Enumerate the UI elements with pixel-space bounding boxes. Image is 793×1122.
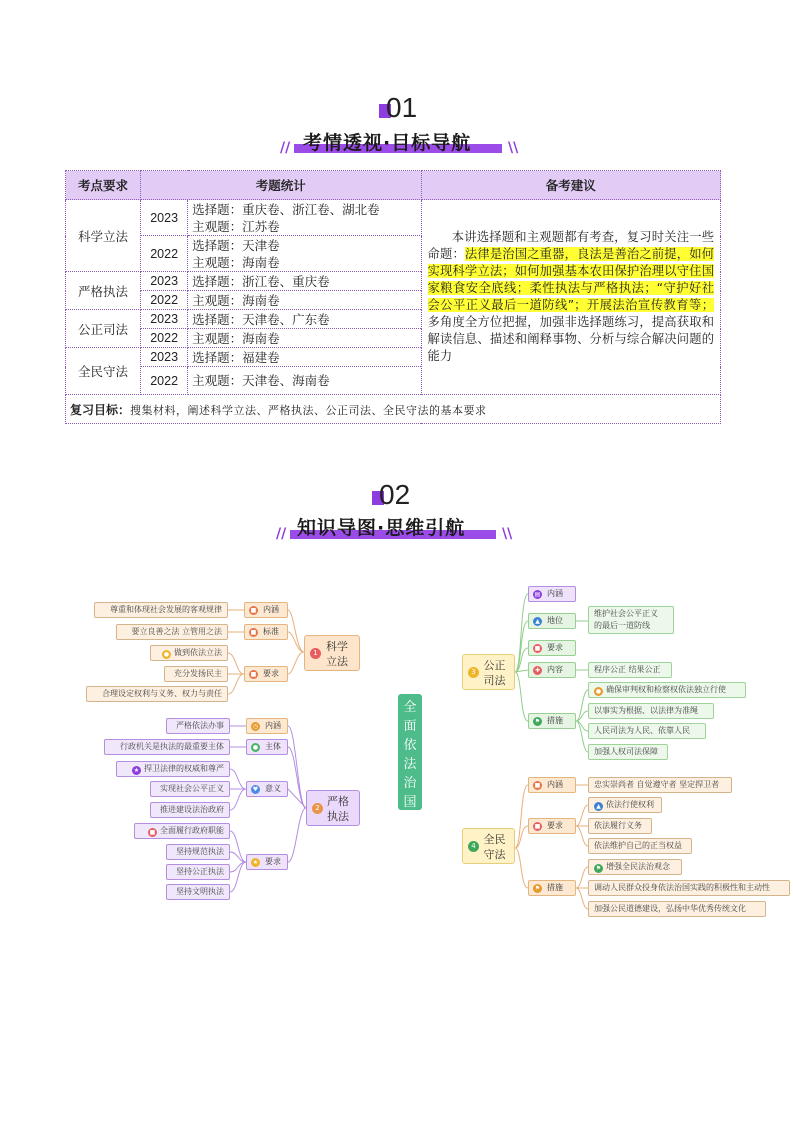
leaf-label: 依法行使权利 (606, 800, 654, 809)
branch-fair-justice (462, 654, 515, 690)
title-slash-right: \\ (502, 526, 513, 542)
leaf-node: 依法维护自己的正当权益 (588, 838, 692, 854)
leaf-node: 坚持规范执法 (166, 844, 230, 860)
mid-node (528, 613, 576, 629)
mid-label: 措施 (547, 716, 563, 725)
leaf-node (150, 645, 228, 661)
bookmark-icon: ■ (250, 671, 257, 678)
advice-text: 本讲选择题和主观题都有考查，复习时关注一些命题： (427, 230, 714, 261)
leaf-node (134, 823, 230, 839)
year-cell: 2023 (141, 272, 188, 291)
mid-label: 地位 (547, 616, 563, 625)
stat-line: 主观题：江苏卷 (192, 218, 280, 234)
mid-label: 意义 (265, 784, 281, 793)
goal-row (66, 395, 721, 424)
mid-label: 要求 (547, 643, 563, 652)
branch-label: 执法 (327, 810, 349, 823)
leaf-node: 行政机关是执法的最重要主体 (104, 739, 230, 755)
bookmark-icon: ■ (250, 629, 257, 636)
number-badge: 1 (310, 648, 321, 659)
leaf-node (588, 859, 682, 875)
section-title: 知识导图·思维引航 (297, 517, 466, 539)
leaf-label: 增强全民法治观念 (606, 862, 670, 871)
leaf-label: 全面履行政府职能 (160, 826, 224, 835)
stat-line: 选择题：重庆卷、浙江卷、湖北卷 (192, 201, 380, 217)
mid-node (246, 854, 288, 870)
stat-line: 主观题：海南卷 (192, 254, 280, 270)
mid-node (244, 624, 288, 640)
leaf-node: 坚持公正执法 (166, 864, 230, 880)
leaf-node: 严格依法办事 (166, 718, 230, 734)
leaf-node: 充分发扬民主 (164, 666, 228, 682)
stat-cell: 选择题：福建卷 (188, 348, 421, 367)
leaf-label: 的最后一道防线 (594, 621, 650, 630)
topic-cell: 严格执法 (66, 272, 141, 310)
mid-label: 内涵 (547, 780, 563, 789)
leaf-node: 坚持文明执法 (166, 884, 230, 900)
number-badge: 4 (468, 841, 479, 852)
flag-icon: ⚑ (534, 885, 541, 892)
branch-label: 全民 (483, 833, 506, 846)
mid-label: 要求 (265, 857, 281, 866)
mid-node (528, 880, 576, 896)
table-header-row (66, 171, 721, 200)
header-topic: 考点要求 (66, 171, 141, 200)
star-icon: ● (163, 651, 170, 658)
mid-label: 要求 (547, 821, 563, 830)
branch-label: 严格 (327, 795, 349, 808)
center-char: 面 (403, 719, 417, 734)
leaf-node: 调动人民群众投身依法治国实践的积极性和主动性 (588, 880, 790, 896)
mid-node (528, 586, 576, 602)
leaf-node: 人民司法为人民、依靠人民 (588, 723, 706, 739)
center-char: 全 (403, 700, 417, 715)
leaf-label: 维护社会公平正义 (594, 609, 658, 618)
stat-cell (188, 200, 421, 236)
mid-label: 标准 (263, 627, 279, 636)
stat-line: 选择题：天津卷 (192, 237, 280, 253)
year-cell: 2023 (141, 310, 188, 329)
leaf-node: 合理设定权利与义务、权力与责任 (86, 686, 228, 702)
number-badge: 3 (468, 667, 479, 678)
year-cell: 2023 (141, 348, 188, 367)
header-stats: 考题统计 (141, 171, 421, 200)
mindmap-center-node (398, 694, 422, 810)
year-cell: 2022 (141, 329, 188, 348)
bookmark-icon: ■ (534, 645, 541, 652)
mid-node (246, 781, 288, 797)
stat-cell: 主观题：海南卷 (188, 329, 421, 348)
branch-label: 司法 (483, 674, 506, 687)
bookmark-icon: ■ (534, 782, 541, 789)
advice-text: 多角度全方位把握，加强非选择题练习，提高获取和解读信息、描述和阐释事物、分析与综合解决问题的能力 (427, 315, 714, 363)
flag-icon: ⚑ (534, 718, 541, 725)
header-advice: 备考建议 (421, 171, 720, 200)
exam-analysis-table (65, 170, 721, 424)
star-icon: ★ (133, 767, 140, 774)
leaf-node: 程序公正 结果公正 (588, 662, 672, 678)
mid-label: 内涵 (263, 605, 279, 614)
stat-cell: 选择题：天津卷、广东卷 (188, 310, 421, 329)
year-cell: 2022 (141, 236, 188, 272)
mid-node (528, 818, 576, 834)
mid-label: 要求 (263, 669, 279, 678)
title-slash-left: // (276, 526, 287, 542)
leaf-node: 尊重和体现社会发展的客观规律 (94, 602, 228, 618)
triangle-icon: ▲ (533, 617, 542, 626)
section-number: 02 (379, 479, 411, 510)
leaf-label: 捍卫法律的权威和尊严 (144, 764, 224, 773)
mid-node (528, 713, 576, 729)
leaf-node: 以事实为根据、以法律为准绳 (588, 703, 714, 719)
leaf-node (588, 682, 746, 698)
leaf-node (116, 761, 230, 777)
advice-highlight: 法律是治国之重器，良法是善治之前提，如何实现科学立法；如何加强基本农田保护治理以守住国家粮食安全底线；柔性执法与严格执法；“守护好社会公平正义最后一道防线”；开展法治宣传教育等； (427, 247, 714, 312)
stat-cell: 主观题：天津卷、海南卷 (188, 367, 421, 395)
year-cell: 2023 (141, 200, 188, 236)
mid-label: 主体 (265, 742, 281, 751)
leaf-node (588, 797, 662, 813)
mid-node (244, 602, 288, 618)
person-icon: ● (252, 744, 259, 751)
branch-label: 立法 (326, 655, 348, 668)
mid-node (246, 718, 288, 734)
advice-cell (421, 200, 720, 395)
topic-cell: 科学立法 (66, 200, 141, 272)
goal-text: 搜集材料，阐述科学立法、严格执法、公正司法、全民守法的基本要求 (130, 403, 487, 417)
branch-scientific-legislation (304, 635, 360, 671)
center-char: 治 (403, 776, 417, 791)
mid-node (528, 777, 576, 793)
leaf-node: 加强人权司法保障 (588, 744, 668, 760)
goal-label: 复习目标： (70, 402, 131, 417)
leaf-label: 确保审判权和检察权依法独立行使 (606, 685, 726, 694)
branch-label: 公正 (483, 659, 506, 672)
heart-icon: ♥ (252, 786, 259, 793)
clock-icon: ◷ (252, 723, 259, 730)
leaf-node: 忠实崇尚者 自觉遵守者 坚定捍卫者 (588, 777, 732, 793)
triangle-icon: ▲ (594, 802, 603, 811)
bookmark-icon: ■ (534, 823, 541, 830)
year-cell: 2022 (141, 367, 188, 395)
mid-label: 内涵 (265, 721, 281, 730)
star-icon: ★ (252, 859, 259, 866)
title-slash-left: // (280, 140, 291, 156)
branch-universal-law-abiding (462, 828, 515, 864)
flag-icon: ⚑ (595, 865, 602, 872)
topic-cell: 全民守法 (66, 348, 141, 395)
section-number: 01 (386, 92, 418, 123)
center-char: 法 (403, 757, 417, 772)
star-icon: ● (595, 688, 602, 695)
goal-cell (66, 395, 721, 424)
stat-cell: 选择题：浙江卷、重庆卷 (188, 272, 421, 291)
bookmark-icon: ■ (149, 829, 156, 836)
mid-node (246, 739, 288, 755)
mid-label: 内容 (547, 665, 563, 674)
section-title: 考情透视·目标导航 (303, 132, 472, 154)
plus-icon: ✚ (534, 667, 541, 674)
leaf-node: 加强公民道德建设，弘扬中华优秀传统文化 (588, 901, 766, 917)
mid-node (244, 666, 288, 682)
number-badge: 2 (312, 803, 323, 814)
branch-label: 科学 (326, 640, 348, 653)
mid-label: 措施 (547, 883, 563, 892)
mid-label: 内涵 (547, 589, 563, 598)
year-cell: 2022 (141, 291, 188, 310)
branch-label: 守法 (483, 848, 506, 861)
center-char: 国 (403, 795, 417, 810)
mid-node (528, 662, 576, 678)
mid-node (528, 640, 576, 656)
topic-cell: 公正司法 (66, 310, 141, 348)
leaf-node: 推进建设法治政府 (150, 802, 230, 818)
leaf-node (588, 606, 674, 634)
center-char: 依 (403, 738, 417, 753)
stat-cell (188, 236, 421, 272)
leaf-node: 依法履行义务 (588, 818, 652, 834)
table-row (66, 200, 721, 236)
bookmark-icon: ■ (250, 607, 257, 614)
leaf-node: 实现社会公平正义 (150, 781, 230, 797)
title-slash-right: \\ (508, 140, 519, 156)
leaf-node: 要立良善之法 立管用之法 (116, 624, 228, 640)
stat-cell: 主观题：海南卷 (188, 291, 421, 310)
leaf-label: 做到依法立法 (174, 648, 222, 657)
chat-icon: ▤ (534, 591, 541, 598)
branch-strict-law-enforcement (306, 790, 360, 826)
